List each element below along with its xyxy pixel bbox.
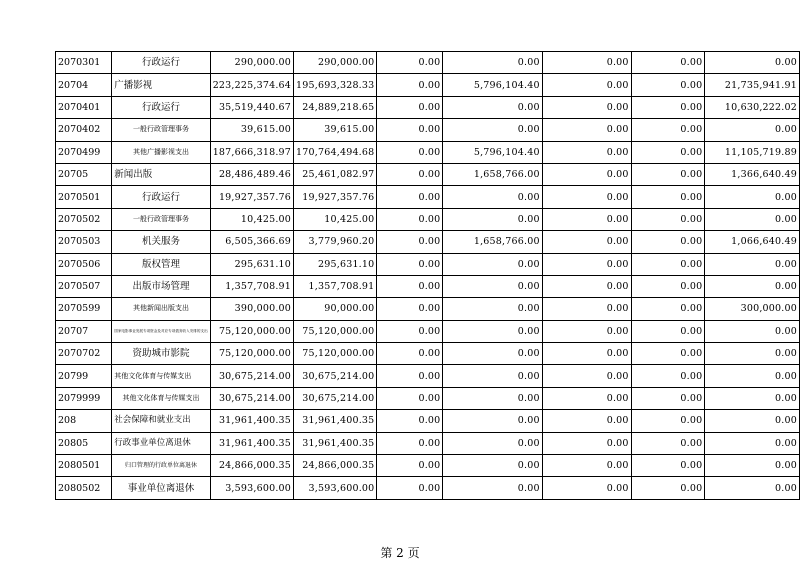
amount-cell: 0.00 <box>705 275 800 297</box>
amount-cell: 0.00 <box>443 365 542 387</box>
table-row <box>56 320 800 342</box>
amount-cell: 0.00 <box>377 253 443 275</box>
amount-cell: 0.00 <box>631 186 705 208</box>
amount-cell: 11,105,719.89 <box>705 141 800 163</box>
account-code: 2080501 <box>56 455 112 477</box>
amount-cell: 0.00 <box>443 298 542 320</box>
amount-cell: 0.00 <box>631 298 705 320</box>
amount-cell: 0.00 <box>377 365 443 387</box>
amount-cell: 0.00 <box>542 343 631 365</box>
amount-cell: 0.00 <box>542 96 631 118</box>
amount-cell: 0.00 <box>377 410 443 432</box>
amount-cell: 1,357,708.91 <box>294 275 377 297</box>
amount-cell: 0.00 <box>377 432 443 454</box>
account-code: 20799 <box>56 365 112 387</box>
amount-cell: 0.00 <box>631 275 705 297</box>
table-row <box>56 387 800 409</box>
table-row <box>56 410 800 432</box>
amount-cell: 0.00 <box>542 365 631 387</box>
table-row <box>56 298 800 320</box>
account-name: 国家电影事业发展专项资金及对应专项债务收入安排的支出 <box>112 320 210 342</box>
amount-cell: 0.00 <box>443 455 542 477</box>
account-name: 新闻出版 <box>112 163 210 185</box>
amount-cell: 0.00 <box>631 96 705 118</box>
amount-cell: 31,961,400.35 <box>294 410 377 432</box>
amount-cell: 0.00 <box>377 387 443 409</box>
amount-cell: 290,000.00 <box>294 52 377 74</box>
account-code: 2070499 <box>56 141 112 163</box>
amount-cell: 35,519,440.67 <box>210 96 293 118</box>
amount-cell: 0.00 <box>377 141 443 163</box>
amount-cell: 0.00 <box>443 119 542 141</box>
amount-cell: 0.00 <box>705 410 800 432</box>
amount-cell: 0.00 <box>631 163 705 185</box>
table-row <box>56 231 800 253</box>
amount-cell: 0.00 <box>542 477 631 499</box>
amount-cell: 0.00 <box>377 320 443 342</box>
amount-cell: 75,120,000.00 <box>294 343 377 365</box>
amount-cell: 10,425.00 <box>210 208 293 230</box>
amount-cell: 0.00 <box>542 119 631 141</box>
amount-cell: 30,675,214.00 <box>210 387 293 409</box>
amount-cell: 295,631.10 <box>294 253 377 275</box>
table-row <box>56 74 800 96</box>
account-code: 2070599 <box>56 298 112 320</box>
amount-cell: 0.00 <box>705 477 800 499</box>
amount-cell: 5,796,104.40 <box>443 141 542 163</box>
account-name: 版权管理 <box>112 253 210 275</box>
amount-cell: 0.00 <box>705 320 800 342</box>
table-row <box>56 186 800 208</box>
amount-cell: 75,120,000.00 <box>210 343 293 365</box>
amount-cell: 223,225,374.64 <box>210 74 293 96</box>
amount-cell: 0.00 <box>631 119 705 141</box>
account-name: 一般行政管理事务 <box>112 208 210 230</box>
amount-cell: 0.00 <box>542 74 631 96</box>
amount-cell: 0.00 <box>705 365 800 387</box>
amount-cell: 0.00 <box>705 343 800 365</box>
amount-cell: 0.00 <box>377 477 443 499</box>
amount-cell: 0.00 <box>631 231 705 253</box>
account-code: 20705 <box>56 163 112 185</box>
amount-cell: 6,505,366.69 <box>210 231 293 253</box>
amount-cell: 0.00 <box>377 275 443 297</box>
account-code: 20707 <box>56 320 112 342</box>
amount-cell: 0.00 <box>631 141 705 163</box>
amount-cell: 0.00 <box>542 141 631 163</box>
account-name: 资助城市影院 <box>112 343 210 365</box>
account-code: 2070501 <box>56 186 112 208</box>
amount-cell: 0.00 <box>631 52 705 74</box>
amount-cell: 28,486,489.46 <box>210 163 293 185</box>
amount-cell: 0.00 <box>631 74 705 96</box>
account-code: 208 <box>56 410 112 432</box>
account-code: 2079999 <box>56 387 112 409</box>
amount-cell: 0.00 <box>542 275 631 297</box>
amount-cell: 0.00 <box>705 208 800 230</box>
account-code: 2070401 <box>56 96 112 118</box>
amount-cell: 0.00 <box>631 477 705 499</box>
amount-cell: 0.00 <box>377 74 443 96</box>
amount-cell: 31,961,400.35 <box>210 410 293 432</box>
table-row <box>56 119 800 141</box>
amount-cell: 0.00 <box>443 208 542 230</box>
amount-cell: 0.00 <box>542 231 631 253</box>
amount-cell: 390,000.00 <box>210 298 293 320</box>
amount-cell: 0.00 <box>631 432 705 454</box>
amount-cell: 295,631.10 <box>210 253 293 275</box>
amount-cell: 3,593,600.00 <box>210 477 293 499</box>
amount-cell: 0.00 <box>631 365 705 387</box>
account-name: 行政运行 <box>112 96 210 118</box>
account-code: 2070402 <box>56 119 112 141</box>
account-name: 行政运行 <box>112 186 210 208</box>
amount-cell: 0.00 <box>542 298 631 320</box>
account-code: 2070301 <box>56 52 112 74</box>
amount-cell: 31,961,400.35 <box>294 432 377 454</box>
amount-cell: 0.00 <box>542 410 631 432</box>
amount-cell: 0.00 <box>443 343 542 365</box>
amount-cell: 39,615.00 <box>294 119 377 141</box>
amount-cell: 0.00 <box>705 387 800 409</box>
amount-cell: 187,666,318.97 <box>210 141 293 163</box>
amount-cell: 0.00 <box>542 320 631 342</box>
amount-cell: 30,675,214.00 <box>294 365 377 387</box>
amount-cell: 0.00 <box>705 52 800 74</box>
amount-cell: 0.00 <box>542 455 631 477</box>
amount-cell: 30,675,214.00 <box>210 365 293 387</box>
amount-cell: 0.00 <box>542 387 631 409</box>
amount-cell: 0.00 <box>443 96 542 118</box>
account-name: 其他新闻出版支出 <box>112 298 210 320</box>
table-row <box>56 96 800 118</box>
amount-cell: 0.00 <box>631 410 705 432</box>
table-row <box>56 253 800 275</box>
amount-cell: 0.00 <box>443 432 542 454</box>
account-name: 行政事业单位离退休 <box>112 432 210 454</box>
budget-table <box>55 51 800 500</box>
amount-cell: 0.00 <box>443 410 542 432</box>
amount-cell: 300,000.00 <box>705 298 800 320</box>
amount-cell: 0.00 <box>542 208 631 230</box>
amount-cell: 0.00 <box>705 253 800 275</box>
account-name: 机关服务 <box>112 231 210 253</box>
account-name: 其他文化体育与传媒支出 <box>112 387 210 409</box>
table-row <box>56 141 800 163</box>
amount-cell: 0.00 <box>542 432 631 454</box>
amount-cell: 0.00 <box>542 163 631 185</box>
amount-cell: 0.00 <box>377 96 443 118</box>
account-name: 归口管理的行政单位离退休 <box>112 455 210 477</box>
amount-cell: 10,630,222.02 <box>705 96 800 118</box>
amount-cell: 0.00 <box>377 52 443 74</box>
amount-cell: 1,357,708.91 <box>210 275 293 297</box>
amount-cell: 21,735,941.91 <box>705 74 800 96</box>
amount-cell: 1,066,640.49 <box>705 231 800 253</box>
amount-cell: 0.00 <box>631 455 705 477</box>
table-row <box>56 343 800 365</box>
amount-cell: 75,120,000.00 <box>294 320 377 342</box>
amount-cell: 39,615.00 <box>210 119 293 141</box>
amount-cell: 0.00 <box>377 186 443 208</box>
page-number: 第 2 页 <box>380 546 420 560</box>
table-row <box>56 208 800 230</box>
amount-cell: 75,120,000.00 <box>210 320 293 342</box>
amount-cell: 0.00 <box>631 343 705 365</box>
account-name: 广播影视 <box>112 74 210 96</box>
amount-cell: 0.00 <box>705 455 800 477</box>
amount-cell: 24,889,218.65 <box>294 96 377 118</box>
amount-cell: 31,961,400.35 <box>210 432 293 454</box>
table-row <box>56 477 800 499</box>
account-name: 行政运行 <box>112 52 210 74</box>
table-row <box>56 163 800 185</box>
amount-cell: 3,593,600.00 <box>294 477 377 499</box>
amount-cell: 90,000.00 <box>294 298 377 320</box>
amount-cell: 0.00 <box>443 186 542 208</box>
amount-cell: 0.00 <box>542 253 631 275</box>
amount-cell: 24,866,000.35 <box>294 455 377 477</box>
account-name: 其他广播影视支出 <box>112 141 210 163</box>
account-code: 2070502 <box>56 208 112 230</box>
amount-cell: 0.00 <box>443 320 542 342</box>
amount-cell: 10,425.00 <box>294 208 377 230</box>
amount-cell: 30,675,214.00 <box>294 387 377 409</box>
amount-cell: 0.00 <box>377 455 443 477</box>
amount-cell: 0.00 <box>631 253 705 275</box>
amount-cell: 170,764,494.68 <box>294 141 377 163</box>
amount-cell: 1,366,640.49 <box>705 163 800 185</box>
account-code: 2070506 <box>56 253 112 275</box>
account-name: 社会保障和就业支出 <box>112 410 210 432</box>
account-code: 2080502 <box>56 477 112 499</box>
amount-cell: 0.00 <box>705 119 800 141</box>
table-row <box>56 365 800 387</box>
account-name: 其他文化体育与传媒支出 <box>112 365 210 387</box>
account-name: 出版市场管理 <box>112 275 210 297</box>
amount-cell: 0.00 <box>443 52 542 74</box>
amount-cell: 0.00 <box>631 387 705 409</box>
amount-cell: 0.00 <box>443 477 542 499</box>
amount-cell: 19,927,357.76 <box>294 186 377 208</box>
amount-cell: 0.00 <box>542 186 631 208</box>
amount-cell: 1,658,766.00 <box>443 163 542 185</box>
account-code: 20704 <box>56 74 112 96</box>
table-row <box>56 432 800 454</box>
account-name: 一般行政管理事务 <box>112 119 210 141</box>
amount-cell: 1,658,766.00 <box>443 231 542 253</box>
amount-cell: 0.00 <box>631 208 705 230</box>
table-row <box>56 275 800 297</box>
amount-cell: 195,693,328.33 <box>294 74 377 96</box>
table-row <box>56 455 800 477</box>
amount-cell: 24,866,000.35 <box>210 455 293 477</box>
amount-cell: 0.00 <box>377 231 443 253</box>
amount-cell: 5,796,104.40 <box>443 74 542 96</box>
account-name: 事业单位离退休 <box>112 477 210 499</box>
account-code: 20805 <box>56 432 112 454</box>
account-code: 2070503 <box>56 231 112 253</box>
amount-cell: 0.00 <box>443 387 542 409</box>
amount-cell: 0.00 <box>443 253 542 275</box>
amount-cell: 0.00 <box>443 275 542 297</box>
account-code: 2070702 <box>56 343 112 365</box>
amount-cell: 25,461,082.97 <box>294 163 377 185</box>
table-row <box>56 52 800 74</box>
amount-cell: 0.00 <box>542 52 631 74</box>
account-code: 2070507 <box>56 275 112 297</box>
amount-cell: 0.00 <box>377 208 443 230</box>
amount-cell: 0.00 <box>705 432 800 454</box>
amount-cell: 0.00 <box>377 298 443 320</box>
amount-cell: 0.00 <box>377 343 443 365</box>
amount-cell: 0.00 <box>631 320 705 342</box>
amount-cell: 3,779,960.20 <box>294 231 377 253</box>
amount-cell: 0.00 <box>705 186 800 208</box>
amount-cell: 19,927,357.76 <box>210 186 293 208</box>
amount-cell: 0.00 <box>377 163 443 185</box>
amount-cell: 290,000.00 <box>210 52 293 74</box>
amount-cell: 0.00 <box>377 119 443 141</box>
